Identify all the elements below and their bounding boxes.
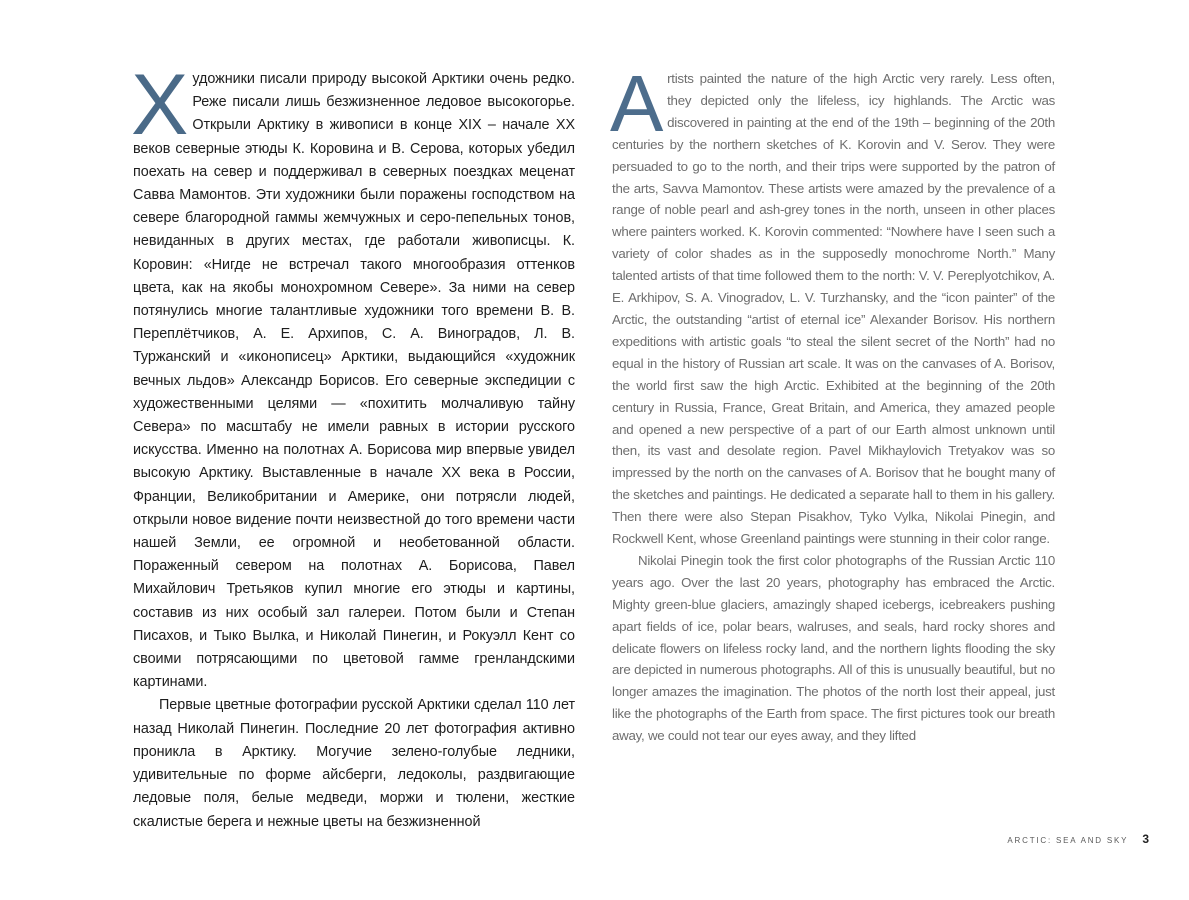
running-head: ARCTIC: SEA AND SKY [1007, 836, 1129, 845]
english-dropcap: A [610, 59, 664, 148]
english-paragraph-1: rtists painted the nature of the high Arctic very rarely. Less often, they depicted only the lifeless, icy highlands. The Arctic was discovered in painting at the end of the 19th – beginning of the 20th centuries by the northern sketches of K. Korovin and V. Serov. They were persuaded to go to the north, and their trips were supported by the patron of the arts, Savva Mamontov. These artists were amazed by the prevalence of a range of noble pearl and ash-grey tones in the north, unseen in other places where painters worked. K. Korovin commented: “Nowhere have I seen such a variety of color shades as in the supposedly monochrome North.” Many talented artists of that time followed them to the north: V. V. Pereplyotchikov, A. E. Arkhipov, S. A. Vinogradov, L. V. Turzhansky, and the “icon painter” of the Arctic, the outstanding “artist of eternal ice” Alexander Borisov. His northern expeditions with artistic goals “to steal the silent secret of the North” had no equal in the history of Russian art scale. It was on the canvases of A. Borisov, the world first saw the high Arctic. Exhibited at the beginning of the 20th century in Russia, France, Great Britain, and America, they amazed people and opened a new perspective of a part of our Earth almost unknown until then, its vast and desolate region. Pavel Mikhaylovich Tretyakov was so impressed by the north on the canvases of A. Borisov that he bought many of the sketches and paintings. He dedicated a separate hall to them in his gallery. Then there were also Stepan Pisakhov, Tyko Vylka, Nikolai Pinegin, and Rockwell Kent, whose Greenland paintings were stunning in their color range. [612, 71, 1055, 547]
russian-column [131, 57, 575, 834]
english-column [610, 59, 1055, 747]
russian-paragraph-2: Первые цветные фотографии русской Арктики сделал 110 лет назад Николай Пинегин. Последние 20 лет фотография активно проникла в Арктику. Могучие зелено-голубые ледники, удивительные по форме айсберги, ледоколы, раздвигающие ледовые поля, белые медведи, моржи и тюлени, жесткие скалистые берега и нежные цветы на безжизненной [133, 697, 575, 830]
page-number: 3 [1142, 832, 1149, 846]
russian-paragraph-1: удожники писали природу высокой Арктики очень редко. Реже писали лишь безжизненное ледовое высокогорье. Открыли Арктику в живописи в конце XIX – начале XX веков северные этюды К. Коровина и В. Серова, которых убедил поехать на север и поддерживал в северных поездках меценат Савва Мамонтов. Эти художники были поражены господством на севере благородной гаммы жемчужных и серо-пепельных тонов, невиданных в других местах, где работали живописцы. К. Коровин: «Нигде не встречал такого многообразия оттенков цвета, как на якобы монохромном Севере». За ними на север потянулись многие талантливые художники того времени В. В. Переплётчиков, А. Е. Архипов, С. А. Виноградов, Л. В. Туржанский и «иконописец» Арктики, выдающийся «художник вечных льдов» Александр Борисов. Его северные экспедиции с художественными целями — «похитить молчаливую тайну Севера» по масштабу не имели равных в истории русского искусства. Именно на полотнах А. Борисова мир впервые увидел высокую Арктику. Выставленные в начале XX века в России, Франции, Великобритании и Америке, они потрясли людей, открыли новое видение почти неизвестной до того времени части нашей Земли, ее огромной и необетованной области. Пораженный севером на полотнах А. Борисова, Павел Михайлович Третьяков купил многие его этюды и картины, составив из них особый зал галереи. Потом были и Степан Писахов, и Тыко Вылка, и Николай Пинегин, и Рокуэлл Кент со своими потрясающими по цветовой гамме гренландскими картинами. [133, 71, 575, 691]
page-footer [1007, 832, 1149, 846]
english-paragraph-2: Nikolai Pinegin took the first color photographs of the Russian Arctic 110 years ago. Over the last 20 years, photography has embraced the Arctic. Mighty green-blue glaciers, amazingly shaped icebergs, icebreakers pushing apart fields of ice, polar bears, walruses, and seals, hard rocky shores and delicate flowers on lifeless rocky land, and the northern lights flooding the sky are depicted in numerous photographs. All of this is unusually beautiful, but no longer amazes the imagination. The photos of the north lost their appeal, just like the photographs of the Earth from space. The first pictures took our breath away, we could not tear our eyes away, and they lifted [612, 552, 1055, 744]
russian-dropcap: Х [131, 57, 189, 153]
